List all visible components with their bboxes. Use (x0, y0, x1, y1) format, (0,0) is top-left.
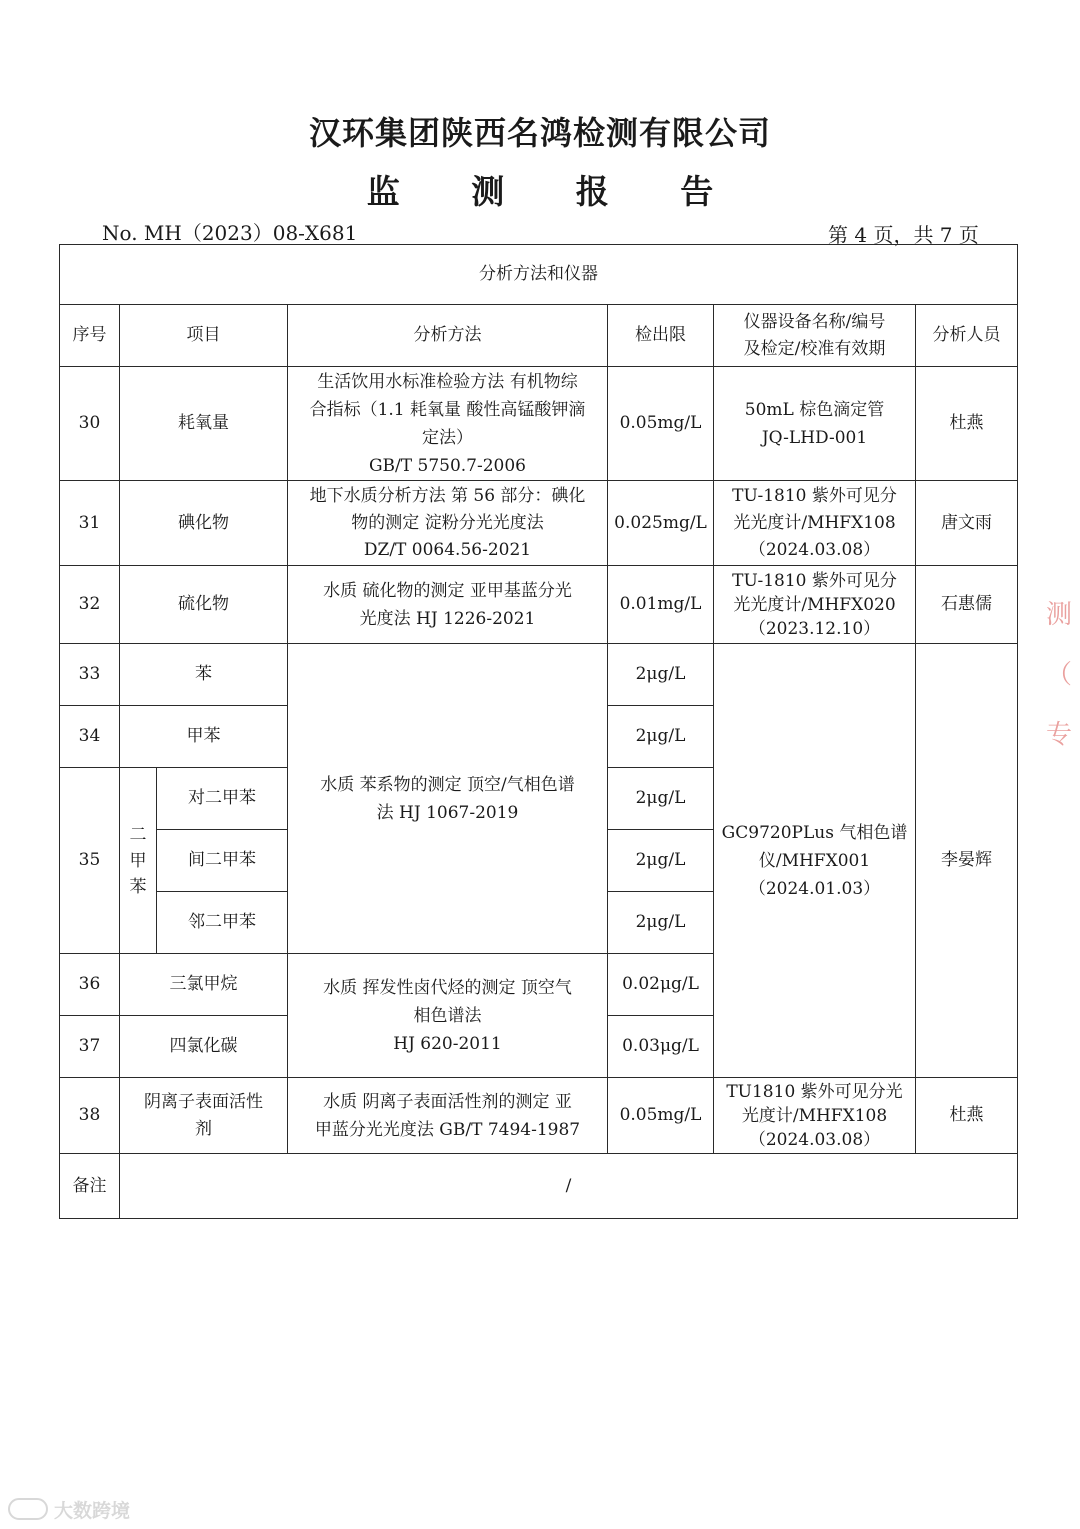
row-analyst: 杜燕 (916, 1078, 1018, 1154)
instrument-line: GC9720PLus 气相色谱 (721, 822, 908, 843)
instrument-line: （2023.12.10） (748, 618, 881, 639)
row-instrument (714, 566, 916, 644)
document-number: No. MH（2023）08-X681 (102, 221, 358, 245)
row-item: 四氯化碳 (120, 1016, 288, 1078)
row-item (120, 1078, 288, 1154)
row-limit: 0.03μg/L (608, 1016, 714, 1078)
row-item: 甲苯 (120, 706, 288, 768)
note-row (60, 1154, 1018, 1219)
row-limit: 0.025mg/L (608, 481, 714, 566)
instrument-line: 光光度计/MHFX020 (733, 594, 896, 615)
instrument-line: TU-1810 紫外可见分 (732, 570, 897, 591)
table-caption: 分析方法和仪器 (60, 245, 1018, 305)
row-method (288, 481, 608, 566)
row-instrument (714, 644, 916, 1078)
row-method (288, 954, 608, 1078)
row-analyst: 唐文雨 (916, 481, 1018, 566)
row-limit: 0.05mg/L (608, 1078, 714, 1154)
row-seq: 35 (60, 768, 120, 954)
header-analyst: 分析人员 (916, 305, 1018, 367)
watermark-text: 大数跨境 (54, 1499, 131, 1522)
xylene-group-label (120, 768, 157, 954)
method-line: 水质 阴离子表面活性剂的测定 亚 (323, 1091, 572, 1112)
method-line: 水质 挥发性卤代烃的测定 顶空气 (323, 977, 572, 998)
row-method (288, 644, 608, 954)
instrument-line: 光光度计/MHFX108 (733, 512, 896, 533)
stamp-char: （ (1046, 660, 1073, 690)
method-line: 物的测定 淀粉分光光度法 (351, 512, 544, 533)
table-row (60, 644, 1018, 706)
watermark (8, 1494, 130, 1524)
row-analyst: 杜燕 (916, 367, 1018, 481)
method-line: 定法） (422, 427, 473, 448)
header-method: 分析方法 (288, 305, 608, 367)
method-line: HJ 620-2011 (393, 1033, 502, 1054)
method-line: 合指标（1.1 耗氧量 酸性高锰酸钾滴 (309, 399, 586, 420)
company-name: 汉环集团陕西名鸿检测有限公司 (308, 114, 771, 152)
instrument-line: JQ-LHD-001 (761, 427, 868, 448)
stamp-char: 测 (1046, 600, 1073, 630)
instrument-line: TU1810 紫外可见分光 (726, 1081, 903, 1102)
method-line: 生活饮用水标准检验方法 有机物综 (317, 371, 578, 392)
group-char: 二 (129, 824, 147, 845)
row-limit: 2μg/L (608, 644, 714, 706)
seal-stamp-fragment (1046, 585, 1080, 805)
row-limit: 0.01mg/L (608, 566, 714, 644)
method-line: 水质 苯系物的测定 顶空/气相色谱 (320, 774, 575, 795)
row-analyst: 李晏辉 (916, 644, 1018, 1078)
method-line: 光度法 HJ 1226-2021 (359, 608, 536, 629)
row-method (288, 367, 608, 481)
row-seq: 33 (60, 644, 120, 706)
group-char: 甲 (129, 850, 147, 871)
method-line: GB/T 5750.7-2006 (368, 455, 527, 476)
instrument-line: （2024.01.03） (748, 878, 881, 899)
method-line: 甲蓝分光光度法 GB/T 7494-1987 (314, 1119, 581, 1140)
row-limit: 2μg/L (608, 892, 714, 954)
row-instrument (714, 1078, 916, 1154)
item-line: 剂 (195, 1118, 212, 1139)
instrument-line: （2024.03.08） (748, 539, 881, 560)
row-method (288, 1078, 608, 1154)
row-method (288, 566, 608, 644)
header-instrument (714, 305, 916, 367)
row-limit: 2μg/L (608, 768, 714, 830)
row-item: 硫化物 (120, 566, 288, 644)
row-limit: 0.05mg/L (608, 367, 714, 481)
row-seq: 38 (60, 1078, 120, 1154)
group-char: 苯 (129, 876, 147, 897)
row-item: 邻二甲苯 (157, 892, 288, 954)
instrument-line: 仪/MHFX001 (758, 850, 871, 871)
method-line: 法 HJ 1067-2019 (376, 802, 519, 823)
row-limit: 2μg/L (608, 706, 714, 768)
row-item: 耗氧量 (120, 367, 288, 481)
header-seq: 序号 (60, 305, 120, 367)
note-value: / (120, 1154, 1018, 1219)
row-instrument (714, 367, 916, 481)
method-line: 水质 硫化物的测定 亚甲基蓝分光 (323, 580, 572, 601)
table-row (60, 1078, 1018, 1154)
note-label: 备注 (60, 1154, 120, 1219)
row-seq: 30 (60, 367, 120, 481)
stamp-char: 专 (1046, 720, 1073, 750)
table-row (60, 367, 1018, 481)
analysis-methods-table (59, 244, 1018, 1219)
row-item: 间二甲苯 (157, 830, 288, 892)
table-row (60, 566, 1018, 644)
header-instrument-line1: 仪器设备名称/编号 (743, 311, 886, 332)
row-item: 对二甲苯 (157, 768, 288, 830)
item-line: 阴离子表面活性 (144, 1091, 263, 1112)
row-seq: 36 (60, 954, 120, 1016)
row-instrument (714, 481, 916, 566)
header-item: 项目 (120, 305, 288, 367)
row-seq: 32 (60, 566, 120, 644)
instrument-line: TU-1810 紫外可见分 (732, 485, 897, 506)
row-limit: 0.02μg/L (608, 954, 714, 1016)
watermark-logo-icon (8, 1498, 48, 1520)
table-row (60, 481, 1018, 566)
row-item: 苯 (120, 644, 288, 706)
row-seq: 37 (60, 1016, 120, 1078)
row-seq: 31 (60, 481, 120, 566)
method-line: DZ/T 0064.56-2021 (363, 539, 532, 560)
row-limit: 2μg/L (608, 830, 714, 892)
row-item: 三氯甲烷 (120, 954, 288, 1016)
table-header-row (60, 305, 1018, 367)
page-info: 第 4 页，共 7 页 (828, 223, 979, 247)
header-limit: 检出限 (608, 305, 714, 367)
method-line: 地下水质分析方法 第 56 部分：碘化 (309, 485, 586, 506)
header-instrument-line2: 及检定/校准有效期 (743, 338, 886, 359)
method-line: 相色谱法 (413, 1005, 482, 1026)
instrument-line: 50mL 棕色滴定管 (744, 399, 885, 420)
row-analyst: 石惠儒 (916, 566, 1018, 644)
row-item: 碘化物 (120, 481, 288, 566)
instrument-line: （2024.03.08） (748, 1129, 881, 1150)
row-seq: 34 (60, 706, 120, 768)
report-title: 监 测 报 告 (366, 172, 744, 211)
instrument-line: 光度计/MHFX108 (741, 1105, 888, 1126)
